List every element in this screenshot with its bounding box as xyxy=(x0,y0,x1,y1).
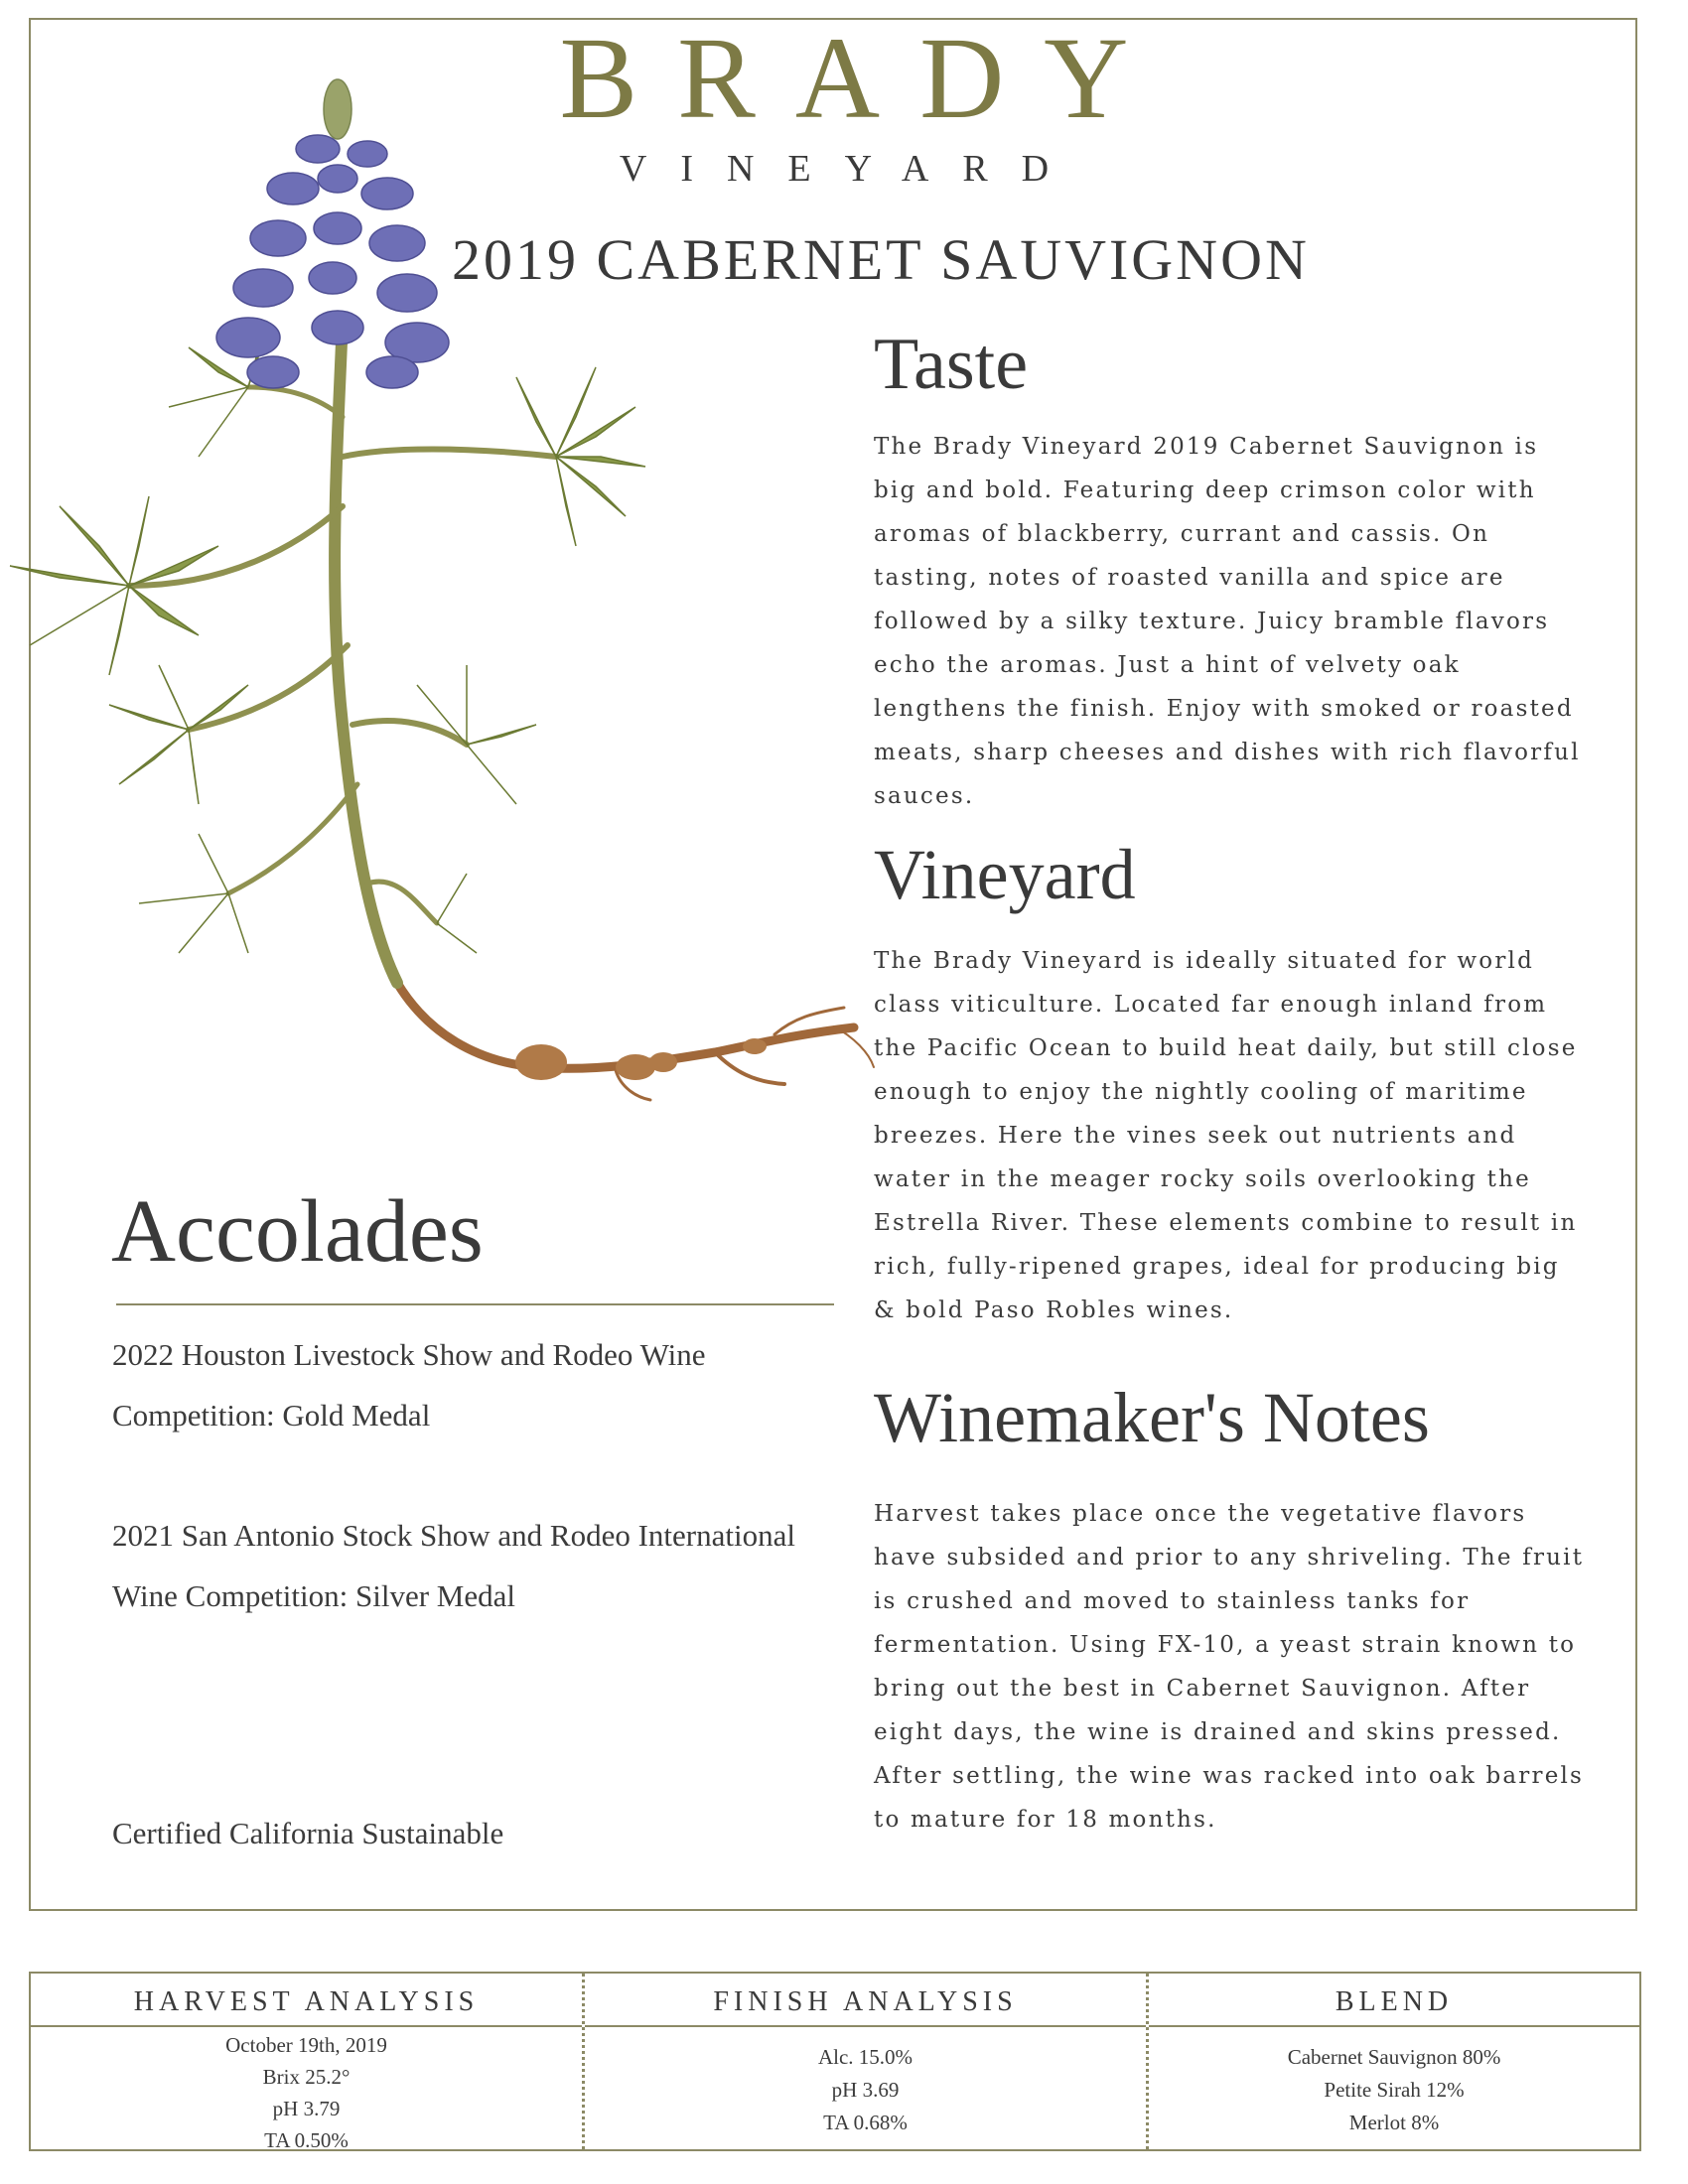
root-nodules xyxy=(515,1038,767,1080)
accolade-item: 2021 San Antonio Stock Show and Rodeo International Wine Competition: Silver Medal xyxy=(112,1518,795,1613)
flower-spike xyxy=(216,79,449,388)
leaves xyxy=(10,328,645,953)
finish-analysis-heading: FINISH ANALYSIS xyxy=(585,1974,1146,2027)
finish-ph: pH 3.69 xyxy=(831,2078,900,2102)
harvest-analysis-column xyxy=(31,1974,582,2152)
vineyard-text: The Brady Vineyard is ideally situated for world class viticulture. Located far enough inland from the Pacific Ocean to build heat daily, but still close enough to enjoy the nightly cooling of maritime breezes. Here the vines seek out nutrients and water in the meager rocky soils overlooking the Estrella River. These elements combine to result in rich, fully-ripened grapes, ideal for producing big & bold Paso Robles wines. xyxy=(874,948,1578,1323)
harvest-brix: Brix 25.2° xyxy=(262,2065,351,2089)
accolade-item: 2022 Houston Livestock Show and Rodeo Wine Competition: Gold Medal xyxy=(112,1337,706,1433)
finish-alcohol: Alc. 15.0% xyxy=(817,2045,914,2069)
blend-cabernet: Cabernet Sauvignon 80% xyxy=(1287,2045,1501,2069)
finish-analysis-values xyxy=(585,2027,1146,2139)
taste-text: The Brady Vineyard 2019 Cabernet Sauvignon is big and bold. Featuring deep crimson color with aromas of blackberry, currant and cassis. On tasting, notes of roasted vanilla and spice are followed by a silky texture. Juicy bramble flavors echo the aromas. Just a hint of velvety oak lengthens the finish. Enjoy with smoked or roasted meats, sharp cheeses and dishes with rich flavorful sauces. xyxy=(874,434,1581,809)
blend-petite-sirah: Petite Sirah 12% xyxy=(1324,2078,1465,2102)
certification-text: Certified California Sustainable xyxy=(112,1816,504,1850)
harvest-date: October 19th, 2019 xyxy=(225,2033,387,2057)
harvest-ta: TA 0.50% xyxy=(264,2128,349,2152)
harvest-ph: pH 3.79 xyxy=(272,2097,341,2120)
finish-analysis-column xyxy=(582,1974,1146,2149)
finish-ta: TA 0.68% xyxy=(823,2111,908,2134)
blend-merlot: Merlot 8% xyxy=(1348,2111,1440,2134)
blend-column xyxy=(1146,1974,1639,2149)
harvest-analysis-values xyxy=(31,2027,582,2156)
winemakers-notes-heading: Winemaker's Notes xyxy=(874,1378,1430,1457)
brand-subtitle: VINEYARD xyxy=(619,148,1083,190)
bluebonnet-illustration xyxy=(0,30,894,1102)
accolades-heading: Accolades xyxy=(111,1182,484,1281)
blend-heading: BLEND xyxy=(1149,1974,1639,2027)
harvest-analysis-heading: HARVEST ANALYSIS xyxy=(31,1974,582,2027)
root xyxy=(397,983,874,1100)
vineyard-heading: Vineyard xyxy=(874,835,1136,914)
blend-values xyxy=(1149,2027,1639,2139)
stems xyxy=(129,318,556,983)
brand-name: BRADY xyxy=(559,13,1169,143)
wine-title: 2019 CABERNET SAUVIGNON xyxy=(452,227,1310,292)
accolades-divider xyxy=(116,1303,834,1305)
winemakers-notes-text: Harvest takes place once the vegetative flavors have subsided and prior to any shriveling. The fruit is crushed and moved to stainless tanks for fermentation. Using FX-10, a yeast strain known to bring out the best in Cabernet Sauvignon. After eight days, the wine is drained and skins pressed. After settling, the wine was racked into oak barrels to mature for 18 months. xyxy=(874,1501,1585,1833)
analysis-table xyxy=(29,1972,1641,2151)
taste-heading: Taste xyxy=(874,324,1029,405)
